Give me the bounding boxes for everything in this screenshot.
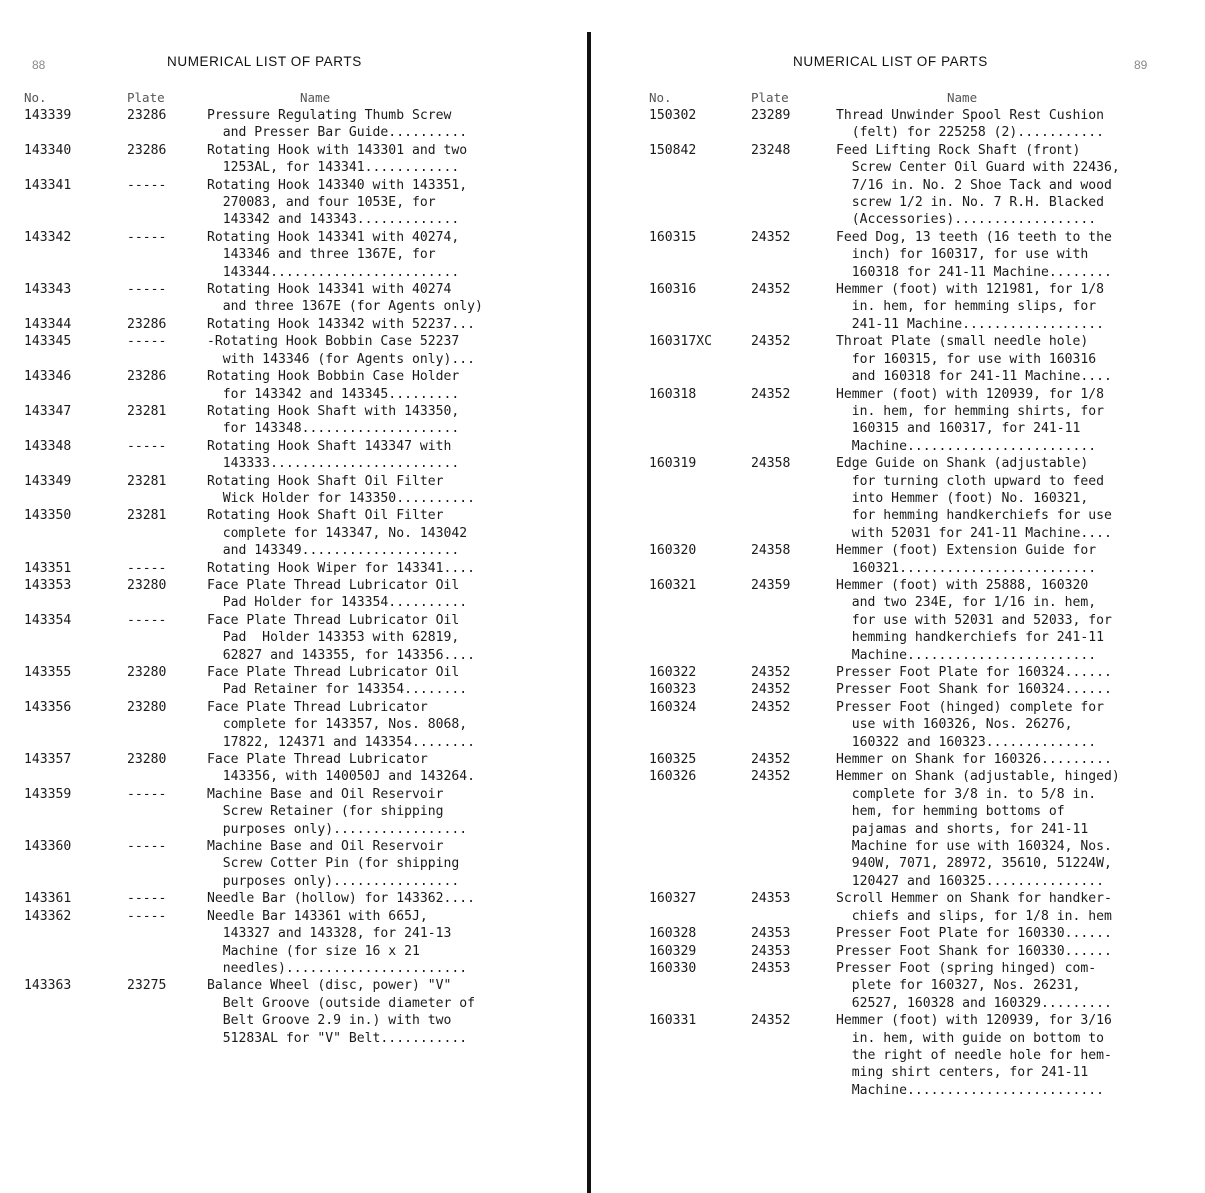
- plate-number: 23286: [127, 316, 167, 332]
- part-number: 143353: [24, 577, 72, 593]
- part-number: 143348: [24, 438, 72, 454]
- parts-list: [0, 107, 588, 1047]
- plate-number: 24352: [751, 386, 791, 402]
- part-entry: [0, 333, 588, 368]
- part-entry: [594, 577, 1205, 664]
- part-number: 143354: [24, 612, 72, 628]
- part-number: 160325: [649, 752, 697, 768]
- part-entry: [0, 838, 588, 890]
- part-entry: [0, 699, 588, 751]
- part-number: 160330: [649, 960, 697, 976]
- plate-number: 23248: [751, 142, 791, 158]
- plate-number: 23286: [127, 369, 167, 385]
- plate-number: 24352: [751, 282, 791, 298]
- part-description: Face Plate Thread Lubricator 143356, with 140050J and 143264.: [207, 752, 476, 785]
- part-entry: [594, 142, 1205, 229]
- column-header-no: No.: [24, 90, 47, 105]
- part-number: 160328: [649, 926, 697, 942]
- part-number: 143355: [24, 665, 72, 680]
- part-number: 150842: [649, 142, 697, 158]
- part-number: 143351: [24, 560, 72, 576]
- part-description: Throat Plate (small needle hole) for 160315, for use with 160316 and 160318 for 241-11 Machine....: [836, 334, 1112, 385]
- part-number: 160316: [649, 282, 697, 298]
- plate-number: -----: [127, 612, 167, 628]
- part-description: Hemmer (foot) with 120939, for 1/8 in. hem, for hemming shirts, for 160315 and 160317, for 241-11 Machine........................: [836, 386, 1105, 454]
- part-number: 160321: [649, 577, 697, 593]
- plate-number: 24358: [751, 543, 791, 559]
- part-entry: [0, 368, 588, 403]
- part-entry: [594, 925, 1205, 942]
- part-number: 160323: [649, 682, 697, 698]
- plate-number: 24352: [751, 334, 791, 350]
- part-entry: [0, 403, 588, 438]
- part-description: Machine Base and Oil Reservoir Screw Retainer (for shipping purposes only).................: [207, 786, 468, 837]
- plate-number: 24352: [751, 752, 791, 768]
- part-entry: [0, 507, 588, 559]
- part-description: Hemmer on Shank (adjustable, hinged) complete for 3/8 in. to 5/8 in. hem, for hemming bottoms of pajamas and shorts, for 241-11 Machine for use with 160324, Nos. 940W, 7071, 28972, 35610, 51224W, 120427 and 160325...............: [836, 769, 1120, 889]
- part-number: 143359: [24, 786, 72, 802]
- part-entry: [0, 473, 588, 508]
- page-number: 88: [32, 58, 46, 72]
- part-description: Rotating Hook Wiper for 143341....: [207, 560, 476, 576]
- part-number: 150302: [649, 108, 697, 123]
- plate-number: 24353: [751, 926, 791, 942]
- plate-number: 24352: [751, 682, 791, 698]
- plate-number: 24353: [751, 960, 791, 976]
- part-entry: [594, 333, 1205, 385]
- part-entry: [594, 664, 1205, 681]
- part-number: 143340: [24, 142, 72, 158]
- part-entry: [594, 281, 1205, 333]
- plate-number: 23281: [127, 508, 167, 524]
- plate-number: -----: [127, 438, 167, 454]
- part-number: 143346: [24, 369, 72, 385]
- part-entry: [0, 751, 588, 786]
- plate-number: 23280: [127, 699, 167, 715]
- part-number: 160322: [649, 665, 697, 680]
- part-entry: [0, 890, 588, 907]
- part-description: Presser Foot (spring hinged) com- plete for 160327, Nos. 26231, 62527, 160328 and 160329.........: [836, 960, 1112, 1011]
- part-description: Needle Bar (hollow) for 143362....: [207, 891, 476, 907]
- part-description: Hemmer (foot) with 120939, for 3/16 in. hem, with guide on bottom to the right of needle hole for hem- ming shirt centers, for 241-11 Machine.........................: [836, 1013, 1112, 1098]
- column-header-plate: Plate: [751, 90, 789, 105]
- part-description: Pressure Regulating Thumb Screw and Presser Bar Guide..........: [207, 108, 468, 141]
- part-entry: [0, 177, 588, 229]
- part-number: 143343: [24, 282, 72, 298]
- plate-number: 24353: [751, 891, 791, 907]
- part-description: Rotating Hook 143341 with 40274 and three 1367E (for Agents only): [207, 282, 483, 315]
- part-entry: [594, 768, 1205, 890]
- page-number: 89: [1134, 58, 1148, 72]
- part-description: Presser Foot Shank for 160324......: [836, 682, 1112, 698]
- part-description: Scroll Hemmer on Shank for handker- chiefs and slips, for 1/8 in. hem: [836, 891, 1112, 924]
- part-entry: [0, 316, 588, 333]
- part-description: -Rotating Hook Bobbin Case 52237 with 143346 (for Agents only)...: [207, 334, 476, 367]
- part-entry: [0, 229, 588, 281]
- right-page: [594, 0, 1205, 1193]
- plate-number: -----: [127, 891, 167, 907]
- part-number: 160319: [649, 456, 697, 472]
- part-entry: [0, 142, 588, 177]
- part-entry: [0, 107, 588, 142]
- parts-list: [594, 107, 1205, 1099]
- part-entry: [594, 699, 1205, 751]
- part-number: 143345: [24, 334, 72, 350]
- column-header-name: Name: [947, 90, 978, 105]
- part-description: Machine Base and Oil Reservoir Screw Cotter Pin (for shipping purposes only)................: [207, 839, 460, 889]
- part-description: Hemmer (foot) with 121981, for 1/8 in. hem, for hemming slips, for 241-11 Machine..................: [836, 282, 1105, 332]
- part-entry: [0, 438, 588, 473]
- column-header-name: Name: [300, 90, 331, 105]
- plate-number: 23286: [127, 108, 167, 123]
- plate-number: 24358: [751, 456, 791, 472]
- plate-number: 24352: [751, 1013, 791, 1029]
- part-description: Face Plate Thread Lubricator complete for 143357, Nos. 8068, 17822, 124371 and 143354........: [207, 699, 476, 750]
- part-entry: [0, 560, 588, 577]
- part-entry: [0, 977, 588, 1047]
- part-number: 143344: [24, 316, 72, 332]
- part-entry: [594, 386, 1205, 456]
- plate-number: 23275: [127, 978, 167, 994]
- part-number: 143362: [24, 908, 72, 924]
- plate-number: -----: [127, 908, 167, 924]
- part-description: Rotating Hook Bobbin Case Holder for 143342 and 143345.........: [207, 369, 460, 402]
- part-entry: [594, 960, 1205, 1012]
- part-description: Rotating Hook Shaft Oil Filter complete for 143347, No. 143042 and 143349....................: [207, 508, 468, 559]
- part-description: Rotating Hook Shaft with 143350, for 143348....................: [207, 403, 460, 437]
- plate-number: 24352: [751, 665, 791, 680]
- part-description: Rotating Hook 143341 with 40274, 143346 and three 1367E, for 143344........................: [207, 229, 460, 280]
- part-description: Presser Foot Shank for 160330......: [836, 943, 1112, 959]
- part-number: 143361: [24, 891, 72, 907]
- part-number: 160326: [649, 769, 697, 785]
- part-entry: [594, 107, 1205, 142]
- part-number: 160317XC: [649, 334, 713, 350]
- part-number: 143350: [24, 508, 72, 524]
- part-entry: [0, 577, 588, 612]
- plate-number: 23281: [127, 473, 167, 489]
- part-entry: [594, 890, 1205, 925]
- part-entry: [0, 786, 588, 838]
- part-number: 160315: [649, 229, 697, 245]
- part-entry: [594, 681, 1205, 698]
- part-number: 160331: [649, 1013, 697, 1029]
- part-description: Face Plate Thread Lubricator Oil Pad Holder 143353 with 62819, 62827 and 143355, for 143356....: [207, 612, 476, 663]
- page-title: NUMERICAL LIST OF PARTS: [167, 54, 362, 69]
- part-description: Rotating Hook Shaft Oil Filter Wick Holder for 143350..........: [207, 473, 476, 506]
- part-entry: [0, 908, 588, 978]
- part-entry: [0, 281, 588, 316]
- part-number: 143341: [24, 177, 72, 193]
- part-description: Feed Dog, 13 teeth (16 teeth to the inch) for 160317, for use with 160318 for 241-11 Machine........: [836, 229, 1112, 280]
- plate-number: 23281: [127, 403, 167, 419]
- plate-number: 23289: [751, 108, 791, 123]
- plate-number: 23286: [127, 142, 167, 158]
- part-number: 143339: [24, 108, 72, 123]
- plate-number: 23280: [127, 752, 167, 768]
- left-page: [0, 0, 588, 1193]
- part-description: Rotating Hook 143342 with 52237...: [207, 316, 476, 332]
- part-description: Rotating Hook 143340 with 143351, 270083, and four 1053E, for 143342 and 143343.............: [207, 177, 468, 228]
- part-number: 160324: [649, 699, 697, 715]
- column-header-no: No.: [649, 90, 672, 105]
- part-entry: [0, 612, 588, 664]
- plate-number: -----: [127, 839, 167, 855]
- part-number: 160318: [649, 386, 697, 402]
- part-number: 160329: [649, 943, 697, 959]
- part-entry: [594, 455, 1205, 542]
- part-description: Presser Foot Plate for 160324......: [836, 665, 1112, 680]
- part-entry: [594, 1012, 1205, 1099]
- part-description: Feed Lifting Rock Shaft (front) Screw Center Oil Guard with 22436, 7/16 in. No. 2 Shoe Tack and wood screw 1/2 in. No. 7 R.H. Blacked (Accessories)..................: [836, 142, 1120, 228]
- part-description: Hemmer (foot) with 25888, 160320 and two 234E, for 1/16 in. hem, for use with 52031 and 52033, for hemming handkerchiefs for 241-11 Machine........................: [836, 577, 1112, 663]
- part-entry: [594, 229, 1205, 281]
- part-entry: [594, 751, 1205, 768]
- part-number: 143363: [24, 978, 72, 994]
- part-number: 143360: [24, 839, 72, 855]
- plate-number: 24359: [751, 577, 791, 593]
- plate-number: 23280: [127, 577, 167, 593]
- part-entry: [594, 943, 1205, 960]
- part-number: 160320: [649, 543, 697, 559]
- part-description: Edge Guide on Shank (adjustable) for turning cloth upward to feed into Hemmer (foot) No. 160321, for hemming handkerchiefs for use with 52031 for 241-11 Machine....: [836, 456, 1112, 541]
- part-description: Balance Wheel (disc, power) "V" Belt Groove (outside diameter of Belt Groove 2.9 in.) with two 51283AL for "V" Belt...........: [207, 978, 476, 1046]
- part-description: Hemmer (foot) Extension Guide for 160321.........................: [836, 543, 1097, 576]
- part-number: 143357: [24, 752, 72, 768]
- part-number: 143349: [24, 473, 72, 489]
- part-number: 160327: [649, 891, 697, 907]
- part-number: 143342: [24, 229, 72, 245]
- page-gutter: [587, 32, 591, 1193]
- plate-number: -----: [127, 560, 167, 576]
- column-header-plate: Plate: [127, 90, 165, 105]
- plate-number: 24352: [751, 769, 791, 785]
- part-description: Thread Unwinder Spool Rest Cushion (felt) for 225258 (2)...........: [836, 108, 1105, 141]
- plate-number: 24352: [751, 699, 791, 715]
- part-description: Rotating Hook Shaft 143347 with 143333........................: [207, 438, 460, 472]
- part-description: Face Plate Thread Lubricator Oil Pad Retainer for 143354........: [207, 665, 468, 698]
- plate-number: 24353: [751, 943, 791, 959]
- plate-number: -----: [127, 786, 167, 802]
- part-description: Presser Foot Plate for 160330......: [836, 926, 1112, 942]
- part-description: Face Plate Thread Lubricator Oil Pad Holder for 143354..........: [207, 577, 468, 611]
- plate-number: 23280: [127, 665, 167, 680]
- part-entry: [0, 664, 588, 699]
- part-description: Needle Bar 143361 with 665J, 143327 and 143328, for 241-13 Machine (for size 16 x 21 needles).......................: [207, 908, 468, 976]
- plate-number: -----: [127, 229, 167, 245]
- part-entry: [594, 542, 1205, 577]
- part-number: 143356: [24, 699, 72, 715]
- page-title: NUMERICAL LIST OF PARTS: [793, 54, 988, 69]
- plate-number: -----: [127, 282, 167, 298]
- part-description: Rotating Hook with 143301 and two 1253AL, for 143341............: [207, 142, 468, 176]
- part-description: Hemmer on Shank for 160326.........: [836, 752, 1112, 768]
- part-number: 143347: [24, 403, 72, 419]
- part-description: Presser Foot (hinged) complete for use with 160326, Nos. 26276, 160322 and 160323..............: [836, 699, 1105, 750]
- plate-number: -----: [127, 177, 167, 193]
- plate-number: -----: [127, 334, 167, 350]
- plate-number: 24352: [751, 229, 791, 245]
